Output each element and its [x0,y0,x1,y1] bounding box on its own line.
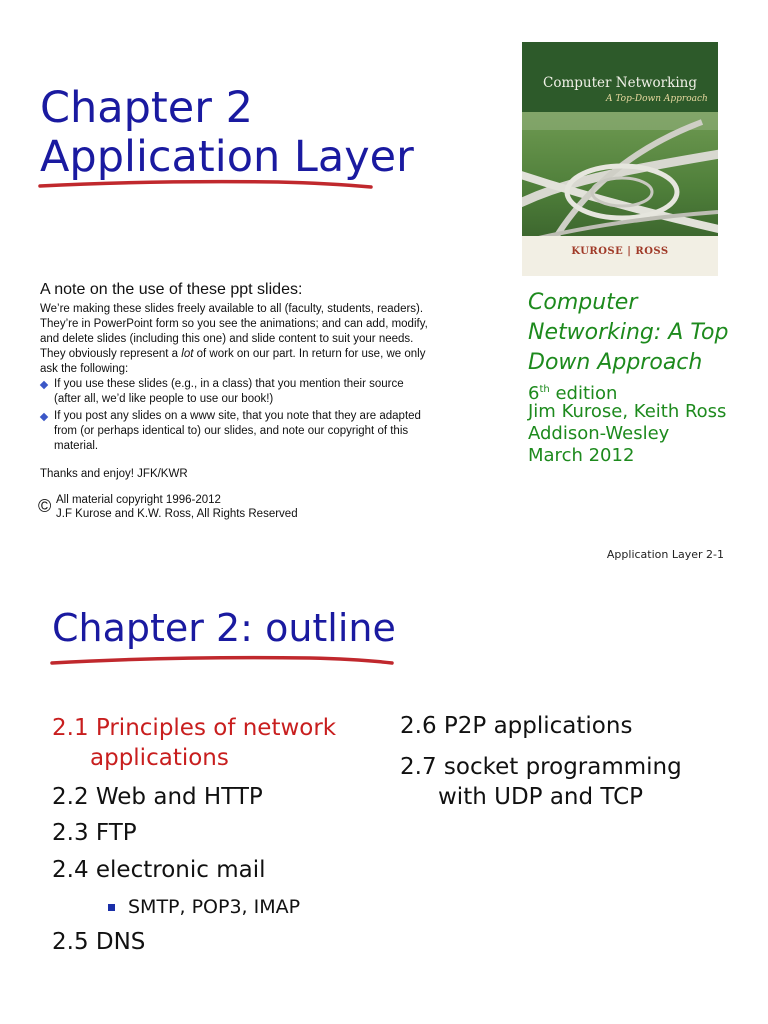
note-line-4: They obviously represent a lot of work on our part. In return for use, we only [40,348,426,360]
outline-item-2-4: 2.4 electronic mail [52,857,266,883]
book-info-line3: Down Approach [528,350,703,375]
note-bullet2-line2: from (or perhaps identical to) our slides, and note our copyright of this [54,425,409,437]
note-bullet1-line1: If you use these slides (e.g., in a class) that you mention their source [54,378,404,390]
note-bullet-icon [40,381,48,389]
outline-item-2-5: 2.5 DNS [52,929,146,955]
note-line-3: and delete slides (including this one) and slide content to suit your needs. [40,333,414,345]
outline-item-2-7-cont: with UDP and TCP [438,784,644,810]
book-cover-subtitle: A Top-Down Approach [606,94,708,104]
outline-item-2-3: 2.3 FTP [52,820,137,846]
outline-subitem-smtp: SMTP, POP3, IMAP [128,896,301,918]
slide2-title: Chapter 2: outline [52,606,396,650]
book-info-date: March 2012 [528,445,635,466]
slide1-title-line1: Chapter 2 [40,83,253,133]
outline-item-2-6: 2.6 P2P applications [400,713,633,739]
book-info-line1: Computer [528,290,638,315]
book-info-edition: 6th edition [528,383,618,404]
book-info-authors: Jim Kurose, Keith Ross [528,401,727,422]
book-info-line2: Networking: A Top [528,320,729,345]
title-underline [38,178,374,192]
slide-2 [0,578,768,1024]
note-bullet2-line1: If you post any slides on a www site, that you note that they are adapted [54,410,421,422]
note-thanks: Thanks and enjoy! JFK/KWR [40,468,188,480]
copyright-line1: All material copyright 1996-2012 [56,494,221,506]
title-underline [50,654,395,668]
note-line-1: We’re making these slides freely available to all (faculty, students, readers). [40,303,424,315]
note-bullet2-line3: material. [54,440,99,452]
book-cover-band [522,236,718,276]
note-line-5: ask the following: [40,363,129,375]
note-bullet-icon [40,413,48,421]
note-line-2: They’re in PowerPoint form so you see the animations; and can add, modify, [40,318,428,330]
book-info-publisher: Addison-Wesley [528,423,670,444]
outline-item-2-2: 2.2 Web and HTTP [52,784,263,810]
slide1-footer: Application Layer 2-1 [606,548,724,561]
slide1-title-line2: Application Layer [40,132,414,182]
book-cover-title: Computer Networking [543,75,697,91]
book-cover-authors: KUROSE | ROSS [571,246,669,257]
note-heading: A note on the use of these ppt slides: [40,281,303,298]
outline-item-2-1: 2.1 Principles of network [52,715,337,741]
outline-item-2-7: 2.7 socket programming [400,754,682,780]
note-bullet1-line2: (after all, we’d like people to use our book!) [54,393,274,405]
outline-item-2-1-cont: applications [90,745,229,771]
sub-bullet-icon [108,904,115,911]
copyright-icon: © [38,496,52,516]
copyright-line2: J.F Kurose and K.W. Ross, All Rights Reserved [56,508,298,520]
